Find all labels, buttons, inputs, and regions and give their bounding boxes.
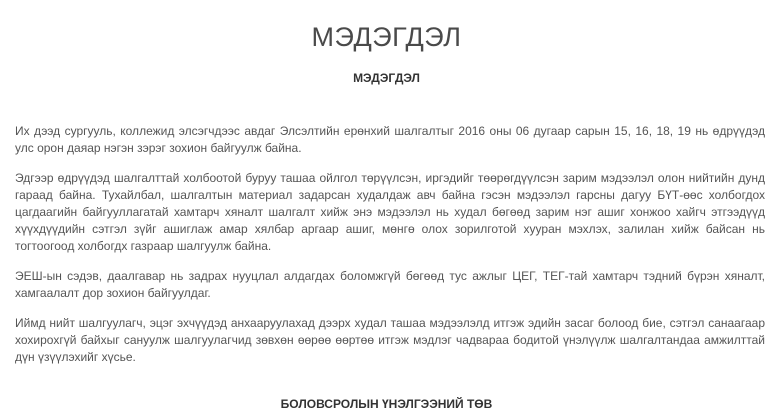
paragraph-warning: Иймд нийт шалгуулагч, эцэг эхчүүдэд анхааруулахад дээрх худал ташаа мэдээлэлд итгэж эдийн засаг болоод бие, сэтгэл санаагаар хохирохгүй байхыг сануулж шалгуулагчид зөвхөн өөрөө өөртөө итгэж мэдлэг чадвараа бодитой үнэлүүлж шалгалтандаа амжилттай дүн үзүүлэхийг хүсье.: [15, 316, 765, 364]
page-title: МЭДЭГДЭЛ: [311, 22, 462, 52]
article-subtitle: МЭДЭГДЭЛ: [353, 71, 420, 85]
organization-signature: БОЛОВСРОЛЫН ҮНЭЛГЭЭНИЙ ТӨВ: [280, 397, 493, 411]
paragraph-false-information: Эдгээр өдрүүдэд шалгалттай холбоотой буруу ташаа ойлгол төрүүлсэн, иргэдийг төөрөгдүүлсэн зарим мэдээлэл олон нийтийн дунд гараад байна. Тухайлбал, шалгалтын материал задарсан худалдаж авч байна гэсэн мэдээлэл гарсны дагуу БҮТ-өөс холбогдох цагдаагийн байгууллагатай хамтарч хяналт шалгалт хийж энэ мэдээлэл нь худал бөгөөд зарим нэг ашиг хонжоо хайгч этгээдүүд хүүхдүүдийн сэтгэл зүйг ашиглаж амар хялбар аргаар ашиг, мөнгө олох зорилготой хууран мэхлэх, залилан хийж байсан нь тогтоогоод холбогдх газраар шалгуулж байна.: [15, 171, 765, 253]
paragraph-exam-dates: Их дээд сургууль, коллежид элсэгчдээс авдаг Элсэлтийн ерөнхий шалгалтыг 2016 оны 06 дугаар сарын 15, 16, 18, 19 нь өдрүүдэд улс орон даяар нэгэн зэрэг зохион байгуулж байна.: [15, 124, 765, 155]
paragraph-exam-security: ЭЕШ-ын сэдэв, даалгавар нь задрах нууцлал алдагдах боломжгүй бөгөөд тус ажлыг ЦЕГ, ТЕГ-тай хамтарч тэдний бүрэн хяналт, хамгаалалт дор зохион байгуулдаг.: [15, 269, 765, 300]
article-body: [15, 123, 765, 379]
